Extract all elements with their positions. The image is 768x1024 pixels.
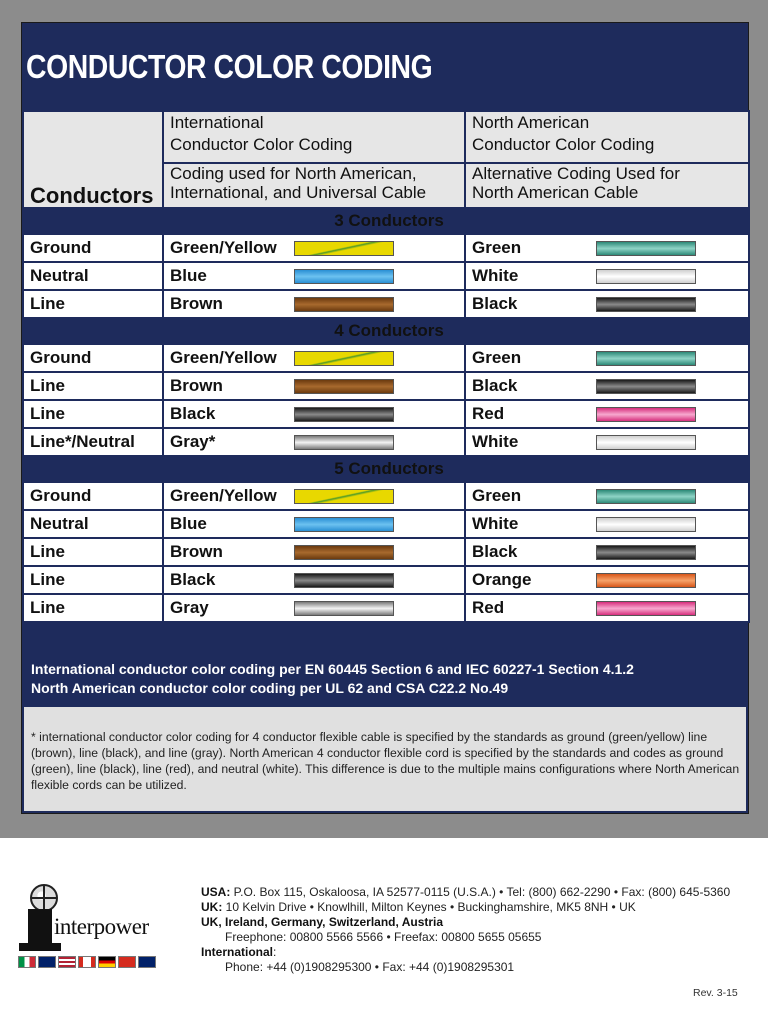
black-wire-swatch [294,573,394,588]
black-wire-swatch [596,297,696,312]
conductor-name: Neutral [23,510,163,538]
section-title: 4 Conductors [23,318,749,344]
table-row [23,344,749,372]
na-color-label: Black [472,294,518,313]
contact-intl-label-row [201,945,730,960]
contact-intl-label: International [201,945,274,959]
logo-brand-text: interpower [54,914,149,939]
na-color-cell [465,262,749,290]
brown-wire-swatch [294,297,394,312]
conductor-name: Ground [23,482,163,510]
intl-header-line1: International [170,113,264,132]
intl-color-cell [163,482,465,510]
intl-color-cell-content [170,514,464,534]
intl-color-label: Black [170,404,216,423]
standards-line-na: North American conductor color coding per UL 62 and CSA C22.2 No.49 [31,680,509,696]
white-wire-swatch [596,269,696,284]
contact-intl-text: Phone: +44 (0)1908295300 • Fax: +44 (0)1908295301 [225,960,515,974]
intl-subheader [163,163,465,208]
gray-wire-swatch [294,601,394,616]
intl-header [163,111,465,163]
contact-eu-text: Freephone: 00800 5566 5566 • Freefax: 00800 5655 05655 [225,930,542,944]
na-color-label: Green [472,238,522,257]
na-color-cell-content [472,542,748,562]
intl-color-cell [163,510,465,538]
na-color-cell-content [472,486,748,506]
section-header [23,318,749,344]
table-row [23,262,749,290]
na-color-cell [465,290,749,318]
blue-wire-swatch [294,517,394,532]
intl-color-label: Black [170,570,216,589]
na-color-label: Green [472,348,522,367]
table-row [23,428,749,456]
conductor-name: Line [23,538,163,566]
white-wire-swatch [596,435,696,450]
conductor-name: Line [23,400,163,428]
intl-color-cell [163,538,465,566]
contact-info [201,885,730,975]
intl-color-cell-content [170,598,464,618]
na-color-cell-content [472,404,748,424]
na-color-label: White [472,432,519,451]
na-color-cell [465,594,749,622]
na-color-cell-content [472,238,748,258]
table-row [23,566,749,594]
intl-color-cell [163,566,465,594]
intl-color-cell-content [170,404,464,424]
na-header [465,111,749,163]
conductor-name: Line [23,372,163,400]
green-yellow-wire-swatch [294,489,394,504]
na-color-label: Green [472,486,522,505]
na-header-line2: Conductor Color Coding [472,135,655,154]
brown-wire-swatch [294,379,394,394]
standards-note [31,660,634,698]
switzerland-flag-icon [118,956,136,968]
na-color-label: Red [472,404,505,423]
na-color-cell-content [472,294,748,314]
page-title: CONDUCTOR COLOR CODING [26,48,433,85]
red-wire-swatch [596,407,696,422]
contact-uk [201,900,730,915]
australia-flag-icon [38,956,56,968]
na-color-label: Black [472,376,518,395]
na-color-cell [465,234,749,262]
intl-color-cell-content [170,570,464,590]
intl-color-cell [163,290,465,318]
section-header [23,208,749,234]
contact-intl-colon: : [273,945,277,959]
table-row [23,510,749,538]
contact-uk-text: 10 Kelvin Drive • Knowlhill, Milton Keynes • Buckinghamshire, MK5 8NH • UK [222,900,636,914]
intl-color-label: Blue [170,514,207,533]
green-wire-swatch [596,489,696,504]
na-subheader-line1: Alternative Coding Used for [472,164,680,183]
contact-eu-label-row [201,915,730,930]
na-header-line1: North American [472,113,590,132]
intl-color-cell-content [170,376,464,396]
na-color-cell [465,538,749,566]
interpower-logo [16,882,188,970]
intl-color-cell-content [170,486,464,506]
table-row [23,372,749,400]
na-color-cell-content [472,598,748,618]
flags-strip [18,956,156,968]
blue-wire-swatch [294,269,394,284]
section-title: 3 Conductors [23,208,749,234]
table-row [23,482,749,510]
footnote-box [24,707,746,811]
globe-icon [30,884,58,912]
logo-i-mark [28,909,52,951]
uk-flag-icon [138,956,156,968]
contact-usa-text: P.O. Box 115, Oskaloosa, IA 52577-0115 (U.S.A.) • Tel: (800) 662-2290 • Fax: (800) 645-5360 [230,885,731,899]
na-color-cell [465,344,749,372]
intl-color-cell [163,262,465,290]
conductor-name: Ground [23,344,163,372]
na-subheader [465,163,749,208]
intl-color-label: Brown [170,376,223,395]
contact-usa [201,885,730,900]
na-color-cell [465,400,749,428]
intl-color-cell [163,594,465,622]
intl-color-cell-content [170,348,464,368]
intl-color-cell-content [170,238,464,258]
usa-flag-icon [58,956,76,968]
intl-color-label: Green/Yellow [170,238,277,257]
na-color-cell [465,428,749,456]
conductor-name: Line [23,566,163,594]
intl-color-label: Gray [170,598,209,617]
intl-color-cell [163,372,465,400]
na-color-cell [465,566,749,594]
conductors-header: Conductors [23,111,163,208]
standards-line-intl: International conductor color coding per EN 60445 Section 6 and IEC 60227-1 Section 4.1.2 [31,661,634,677]
white-wire-swatch [596,517,696,532]
green-wire-swatch [596,241,696,256]
table-row [23,290,749,318]
intl-color-cell [163,234,465,262]
na-color-cell-content [472,348,748,368]
intl-color-cell [163,400,465,428]
conductor-name: Line [23,290,163,318]
orange-wire-swatch [596,573,696,588]
conductor-name: Neutral [23,262,163,290]
intl-color-cell [163,344,465,372]
intl-color-cell-content [170,266,464,286]
intl-color-label: Brown [170,294,223,313]
table-row [23,400,749,428]
na-color-label: Black [472,542,518,561]
na-color-cell-content [472,514,748,534]
intl-color-label: Gray* [170,432,216,451]
na-color-cell [465,482,749,510]
green-yellow-wire-swatch [294,351,394,366]
na-color-cell-content [472,570,748,590]
contact-eu-label: UK, Ireland, Germany, Switzerland, Austria [201,915,444,929]
intl-header-line2: Conductor Color Coding [170,135,353,154]
na-subheader-line2: North American Cable [472,183,639,202]
conductor-name: Line [23,594,163,622]
intl-color-label: Brown [170,542,223,561]
intl-subheader-line1: Coding used for North American, [170,164,417,183]
intl-color-label: Green/Yellow [170,348,277,367]
black-wire-swatch [294,407,394,422]
na-color-cell [465,510,749,538]
na-color-cell [465,372,749,400]
table-row [23,538,749,566]
section-header [23,456,749,482]
section-title: 5 Conductors [23,456,749,482]
na-color-label: Red [472,598,505,617]
intl-subheader-line2: International, and Universal Cable [170,183,427,202]
intl-color-label: Green/Yellow [170,486,277,505]
black-wire-swatch [596,545,696,560]
intl-color-cell-content [170,542,464,562]
na-color-label: White [472,266,519,285]
contact-usa-label: USA: [201,885,231,899]
conductor-name: Ground [23,234,163,262]
table-row [23,234,749,262]
canada-flag-icon [78,956,96,968]
footnote-text: * international conductor color coding for 4 conductor flexible cable is specified by the standards as ground (green/yellow) line (brown), line (black), and line (gray). North American 4 conductor flexible cord is specified by the standards and codes as ground (green), line (black), line (red), and neutral (white). This difference is due to the multiple mains configurations where North American flexible cords can be utilized. [31,730,740,792]
na-color-cell-content [472,432,748,452]
green-yellow-wire-swatch [294,241,394,256]
conductor-name: Line*/Neutral [23,428,163,456]
intl-color-cell-content [170,294,464,314]
intl-color-cell-content [170,432,464,452]
brown-wire-swatch [294,545,394,560]
red-wire-swatch [596,601,696,616]
revision-label: Rev. 3-15 [693,987,738,999]
table-row [23,594,749,622]
na-color-cell-content [472,376,748,396]
na-color-label: Orange [472,570,532,589]
color-coding-table [22,110,750,623]
intl-color-cell [163,428,465,456]
header-row-titles [23,111,749,163]
gray-wire-swatch [294,435,394,450]
green-wire-swatch [596,351,696,366]
germany-flag-icon [98,956,116,968]
intl-color-label: Blue [170,266,207,285]
italy-flag-icon [18,956,36,968]
na-color-cell-content [472,266,748,286]
contact-uk-label: UK: [201,900,223,914]
na-color-label: White [472,514,519,533]
black-wire-swatch [596,379,696,394]
